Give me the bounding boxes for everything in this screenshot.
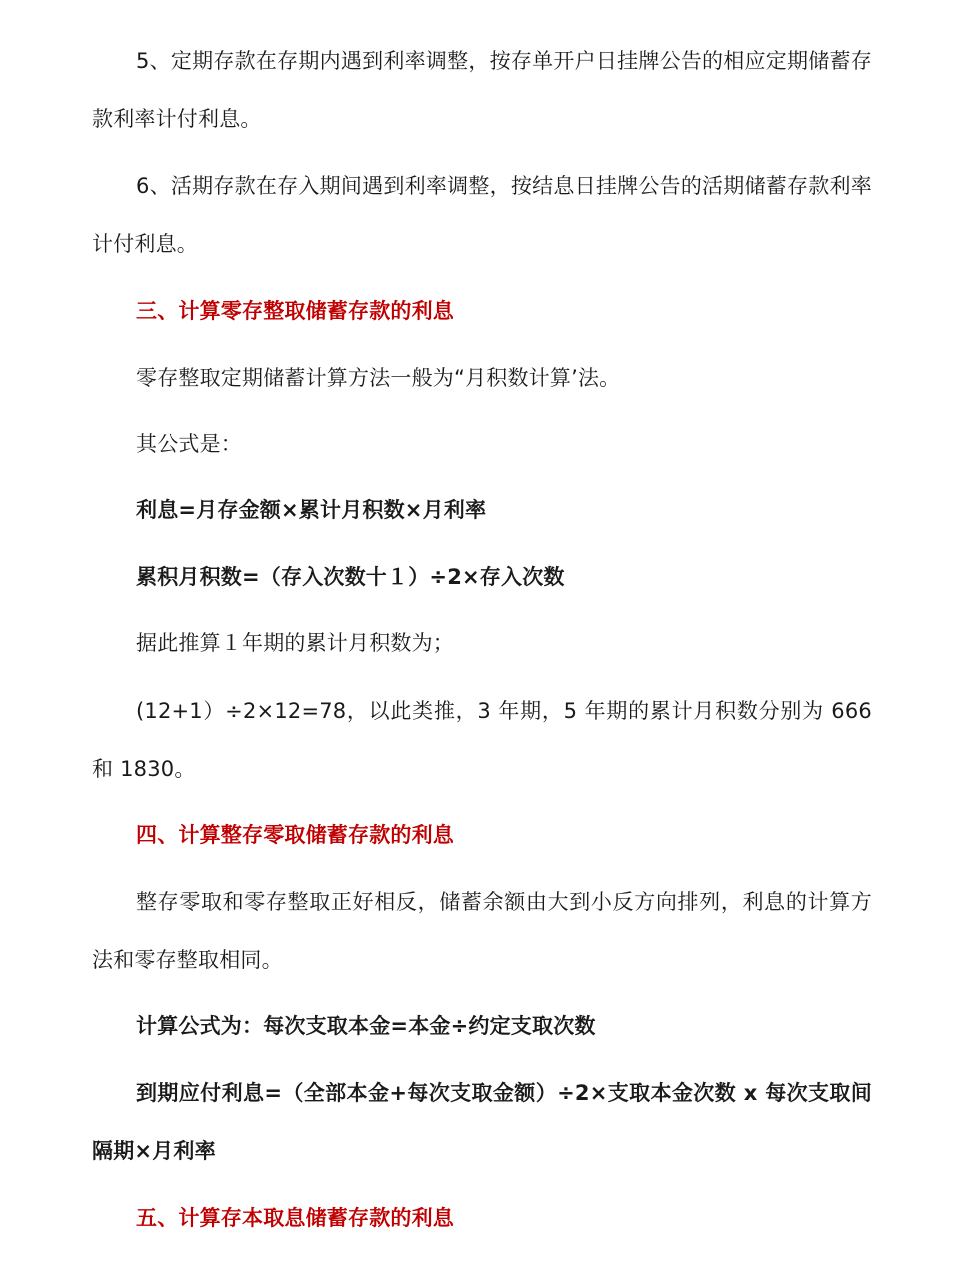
paragraph-rule-6: 6、活期存款在存入期间遇到利率调整，按结息日挂牌公告的活期储蓄存款利率计付利息。 [92,174,872,256]
paragraph-rule-5: 5、定期存款在存期内遇到利率调整，按存单开户日挂牌公告的相应定期储蓄存款利率计付利息。 [92,49,872,131]
paragraph-formula-intro: 其公式是： [136,432,242,456]
formula-cumulative: 累积月积数=（存入次数十１）÷2×存入次数 [136,565,565,589]
formula-due-interest: 到期应付利息=（全部本金+每次支取金额）÷2×支取本金次数 x 每次支取间隔期×月利率 [92,1081,872,1163]
paragraph-deduction: 据此推算１年期的累计月积数为； [136,631,454,655]
paragraph-withdrawal: 整存零取和零存整取正好相反，储蓄余额由大到小反方向排列，利息的计算方法和零存整取相同。 [92,890,872,972]
section-heading-4: 四、计算整存零取储蓄存款的利息 [136,823,454,847]
formula-interest: 利息=月存金额×累计月积数×月利率 [136,498,487,522]
paragraph-method: 零存整取定期储蓄计算方法一般为“月积数计算’法。 [136,366,621,390]
section-heading-5: 五、计算存本取息储蓄存款的利息 [136,1206,454,1230]
formula-principal: 计算公式为：每次支取本金=本金÷约定支取次数 [136,1014,596,1038]
paragraph-calculation: (12+1）÷2×12=78，以此类推，3 年期，5 年期的累计月积数分别为 666 和 1830。 [92,699,872,781]
section-heading-3: 三、计算零存整取储蓄存款的利息 [136,299,454,323]
